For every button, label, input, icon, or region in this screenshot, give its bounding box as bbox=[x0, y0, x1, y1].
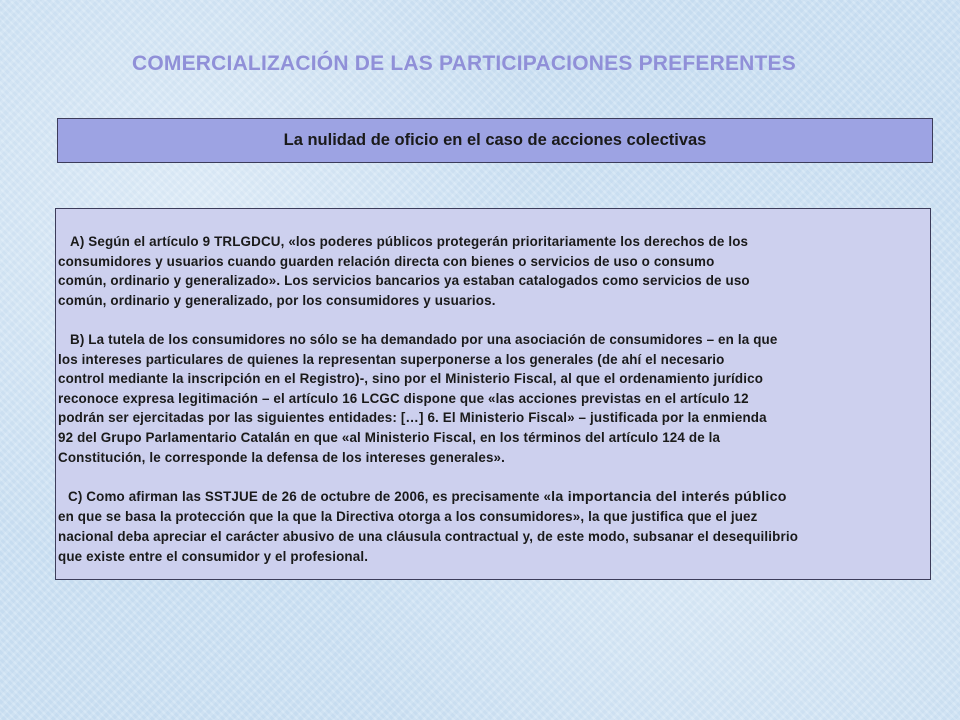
paragraph-a bbox=[58, 232, 924, 310]
paragraph-c-line: nacional deba apreciar el carácter abusivo de una cláusula contractual y, de este modo, subsanar el desequilibrio bbox=[58, 528, 799, 544]
paragraph-b-line: los intereses particulares de quienes la representan superponerse a los generales (de ahí el necesario bbox=[58, 351, 725, 367]
paragraph-b bbox=[58, 330, 924, 467]
paragraph-gap bbox=[58, 310, 924, 330]
paragraph-c-emphasis: la importancia del interés público bbox=[551, 488, 787, 505]
paragraph-gap bbox=[58, 467, 924, 487]
paragraph-c-line: que existe entre el consumidor y el profesional. bbox=[58, 548, 369, 564]
slide-title: COMERCIALIZACIÓN DE LAS PARTICIPACIONES PREFERENTES bbox=[132, 52, 796, 75]
content-box bbox=[55, 208, 931, 580]
paragraph-c-start: C) Como afirman las SSTJUE de 26 de octubre de 2006, es precisamente « bbox=[68, 488, 552, 504]
paragraph-a-line: común, ordinario y generalizado, por los consumidores y usuarios. bbox=[58, 292, 496, 308]
paragraph-a-line: A) Según el artículo 9 TRLGDCU, «los poderes públicos protegerán prioritariamente los derechos de los bbox=[70, 234, 749, 249]
paragraph-b-line: Constitución, le corresponde la defensa de los intereses generales». bbox=[58, 449, 506, 465]
paragraph-b-line: B) La tutela de los consumidores no sólo se ha demandado por una asociación de consumidores – en la que bbox=[70, 331, 778, 347]
paragraph-a-line: común, ordinario y generalizado». Los servicios bancarios ya estaban catalogados como servicios de uso bbox=[58, 273, 750, 289]
subtitle-box bbox=[57, 118, 933, 163]
paragraph-b-line: podrán ser ejercitadas por las siguientes entidades: […] 6. El Ministerio Fiscal» – justificada por la enmienda bbox=[58, 410, 767, 426]
paragraph-c-line: en que se basa la protección que la que la Directiva otorga a los consumidores», la que justifica que el juez bbox=[58, 509, 758, 525]
paragraph-a-line: consumidores y usuarios cuando guarden relación directa con bienes o servicios de uso o consumo bbox=[58, 253, 715, 269]
paragraph-c-line bbox=[58, 487, 924, 508]
paragraph-b-line: control mediante la inscripción en el Registro)-, sino por el Ministerio Fiscal, al que el ordenamiento jurídico bbox=[58, 371, 764, 387]
paragraph-c bbox=[58, 487, 924, 566]
paragraph-b-line: 92 del Grupo Parlamentario Catalán en que «al Ministerio Fiscal, en los términos del artículo 124 de la bbox=[58, 429, 721, 445]
subtitle-text: La nulidad de oficio en el caso de acciones colectivas bbox=[283, 131, 707, 149]
paragraph-b-line: reconoce expresa legitimación – el artículo 16 LCGC dispone que «las acciones previstas en el artículo 12 bbox=[58, 390, 749, 406]
